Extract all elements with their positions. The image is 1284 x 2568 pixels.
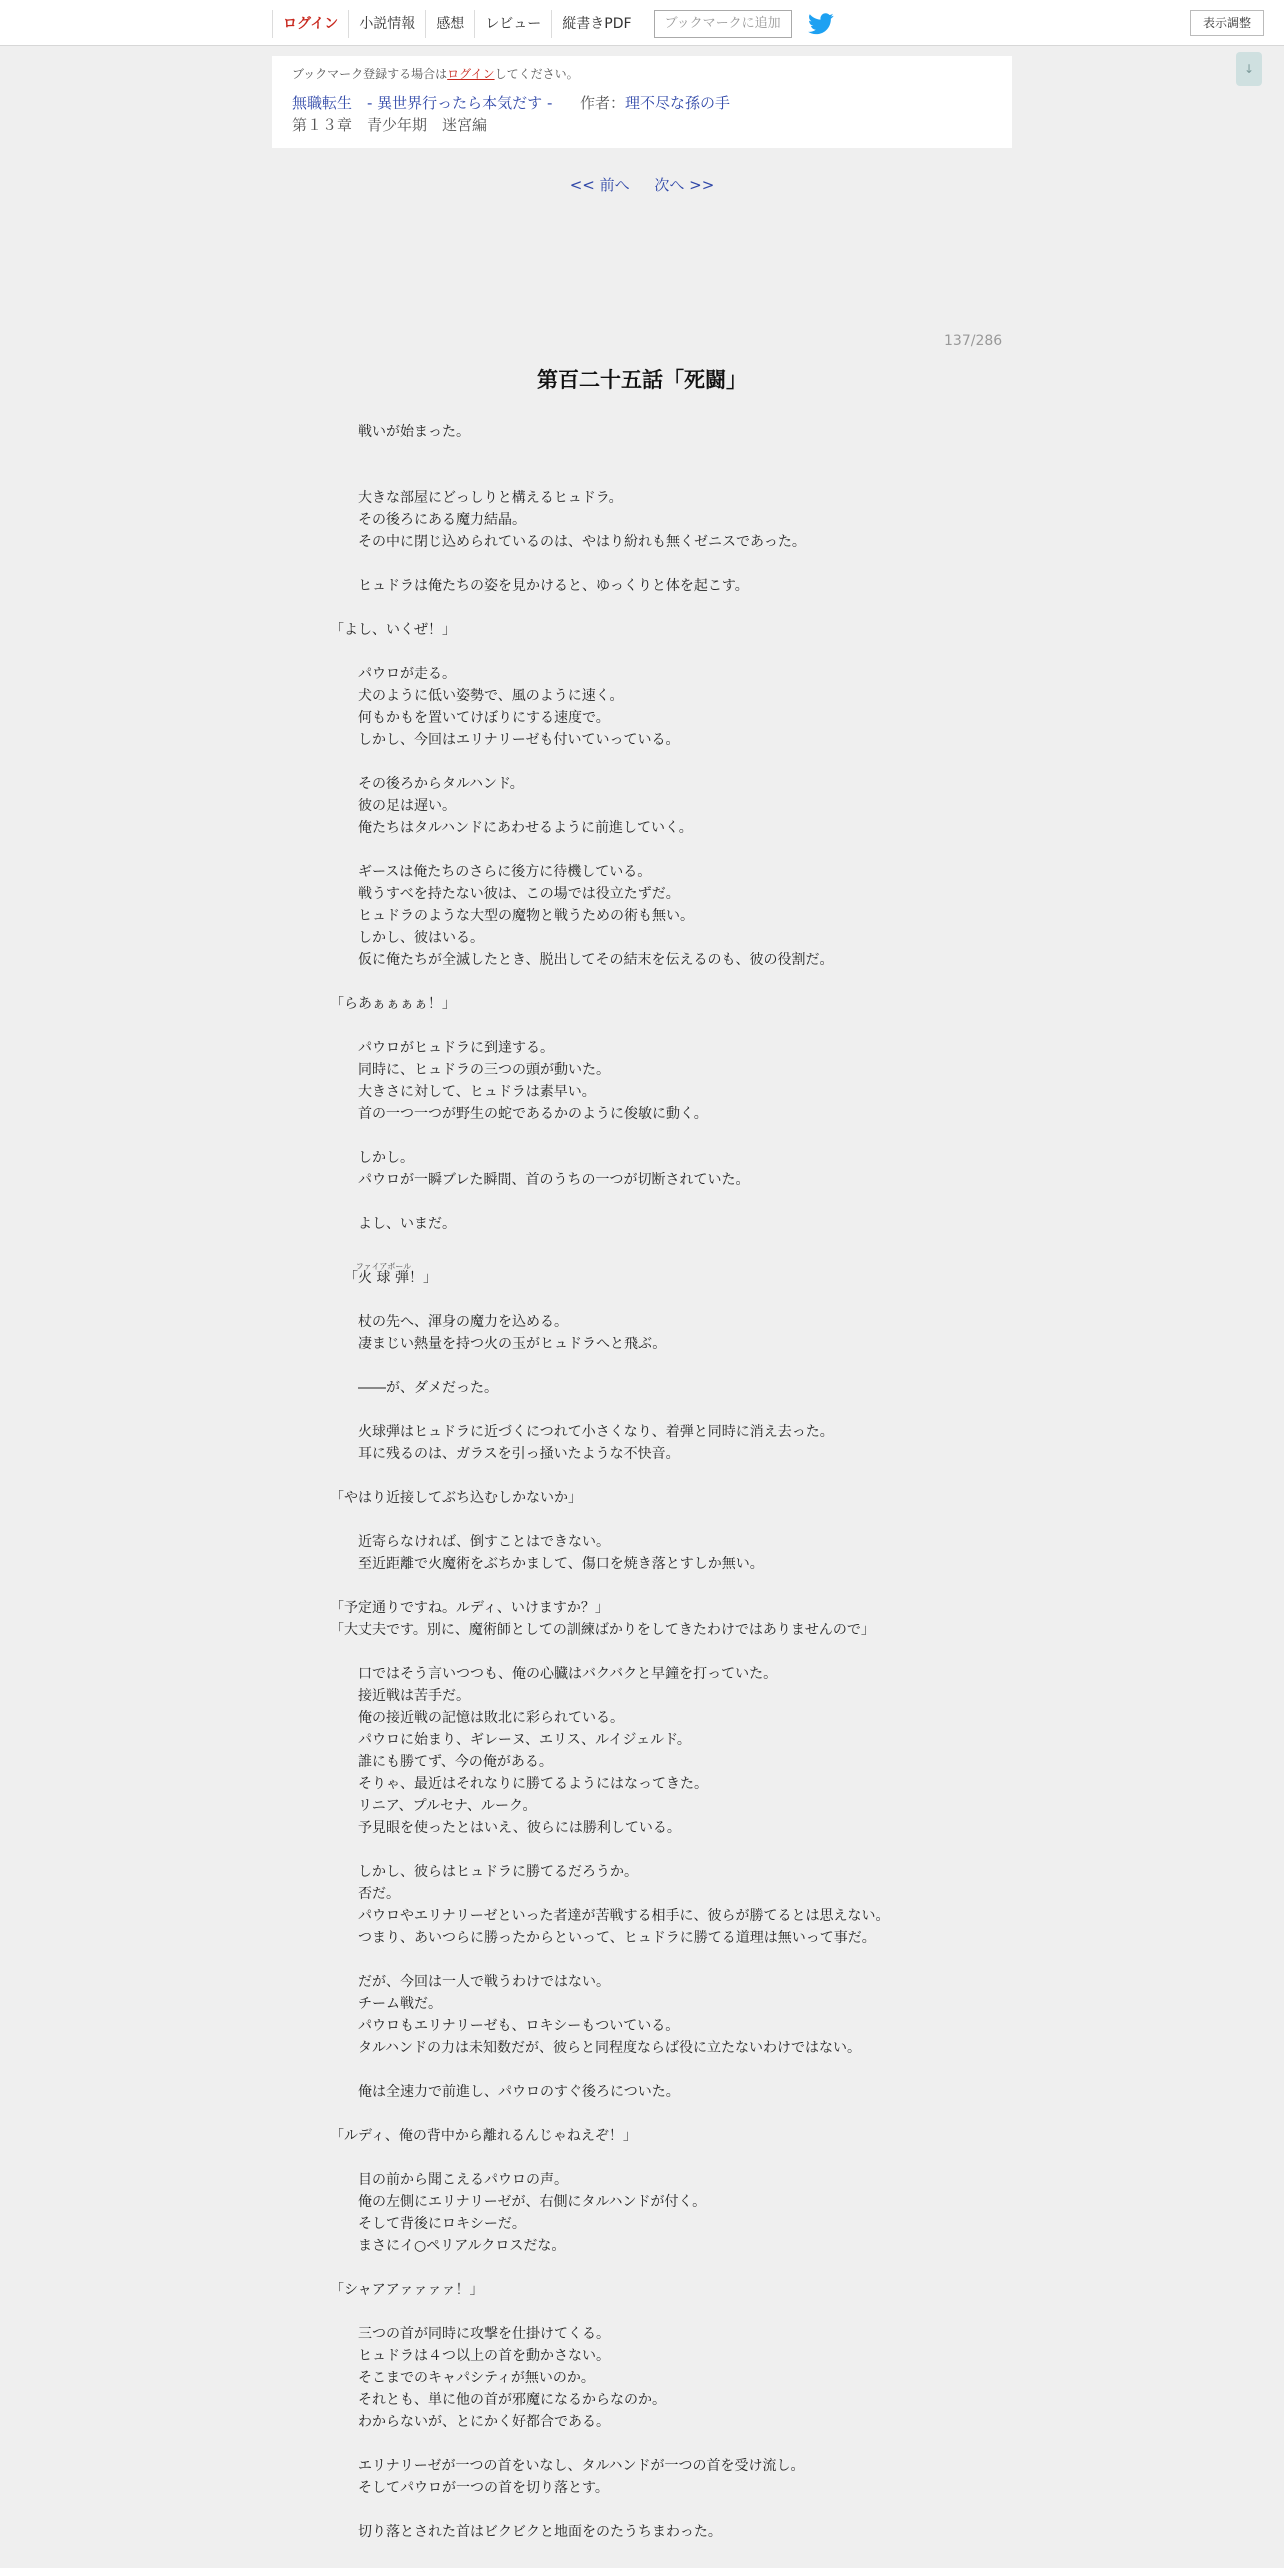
body-line-ruby	[344, 1257, 1044, 1289]
body-line: そりゃ、最近はそれなりに勝てるようにはなってきた。	[344, 1776, 708, 1792]
body-blank-line	[344, 1465, 1044, 1487]
body-blank-line	[344, 641, 1044, 663]
body-line: そして背後にロキシーだ。	[344, 2216, 526, 2232]
body-blank-line	[344, 1289, 1044, 1311]
novel-info-link[interactable]: 小説情報	[348, 10, 425, 38]
body-blank-line	[344, 2301, 1044, 2323]
body-blank-line	[344, 1949, 1044, 1971]
body-line: エリナリーゼが一つの首をいなし、タルハンドが一つの首を受け流し。	[344, 2458, 805, 2474]
body-line: 「やはり近接してぶち込むしかないか」	[330, 1490, 582, 1506]
body-line: 戦うすべを持たない彼は、この場では役立たずだ。	[344, 886, 680, 902]
chapter-title: 第１３章 青少年期 迷宮編	[292, 116, 488, 134]
body-line: 杖の先へ、渾身の魔力を込める。	[344, 1314, 568, 1330]
body-line: パウロやエリナリーゼといった者達が苦戦する相手に、彼らが勝てるとは思えない。	[344, 1908, 890, 1924]
body-line: 切り落とされた首はビクビクと地面をのたうちまわった。	[344, 2524, 722, 2540]
body-line: しかし、彼らはヒュドラに勝てるだろうか。	[344, 1864, 638, 1880]
body-line: チーム戦だ。	[344, 1996, 442, 2012]
top-navigation-bar	[0, 0, 1284, 46]
ruby-open: 「	[344, 1270, 358, 1286]
body-line: パウロもエリナリーゼも、ロキシーもついている。	[344, 2018, 680, 2034]
body-blank-line	[344, 1355, 1044, 1377]
ruby-close: ！」	[408, 1270, 437, 1286]
novel-info-box	[272, 56, 1012, 148]
body-line: わからないが、とにかく好都合である。	[344, 2414, 610, 2430]
body-line: 否だ。	[344, 1886, 400, 1902]
note-text: ブックマーク登録する場合は	[292, 67, 448, 81]
body-line: リニア、プルセナ、ルーク。	[344, 1798, 537, 1814]
next-page-link[interactable]: 次へ >>	[654, 176, 715, 194]
body-line: その後ろからタルハンド。	[344, 776, 524, 792]
author-label: 作者：	[579, 94, 625, 112]
body-line: ギースは俺たちのさらに後方に待機している。	[344, 864, 652, 880]
scroll-down-arrow-icon[interactable]: ↓	[1236, 52, 1262, 86]
bookmark-login-note	[292, 64, 992, 84]
body-line: それとも、単に他の首が邪魔になるからなのか。	[344, 2392, 666, 2408]
body-blank-line	[344, 1641, 1044, 1663]
body-line: しかし、彼はいる。	[344, 930, 484, 946]
body-blank-line	[344, 751, 1044, 773]
body-line: 至近距離で火魔術をぶちかまして、傷口を焼き落とすしか無い。	[344, 1556, 764, 1572]
body-line: パウロが一瞬ブレた瞬間、首のうちの一つが切断されていた。	[344, 1172, 750, 1188]
body-line: 首の一つ一つが野生の蛇であるかのように俊敏に動く。	[344, 1106, 708, 1122]
body-line: 俺の接近戦の記憶は敗北に彩られている。	[344, 1710, 624, 1726]
body-blank-line	[344, 597, 1044, 619]
body-line: 俺たちはタルハンドにあわせるように前進していく。	[344, 820, 693, 836]
body-blank-line	[344, 1125, 1044, 1147]
login-link[interactable]: ログイン	[272, 10, 348, 38]
body-blank-line	[344, 443, 1044, 465]
global-nav	[272, 10, 834, 38]
body-line: パウロに始まり、ギレーヌ、エリス、ルイジェルド。	[344, 1732, 691, 1748]
body-line: 近寄らなければ、倒すことはできない。	[344, 1534, 610, 1550]
author-link[interactable]: 理不尽な孫の手	[624, 94, 730, 112]
body-line: しかし。	[344, 1150, 414, 1166]
body-line: 犬のように低い姿勢で、風のように速く。	[344, 688, 624, 704]
body-line: 予見眼を使ったとはいえ、彼らには勝利している。	[344, 1820, 681, 1836]
body-line: しかし、今回はエリナリーゼも付いていっている。	[344, 732, 680, 748]
body-blank-line	[344, 1575, 1044, 1597]
impressions-link[interactable]: 感想	[425, 10, 474, 38]
body-line: その後ろにある魔力結晶。	[344, 512, 526, 528]
body-line: 目の前から聞こえるパウロの声。	[344, 2172, 568, 2188]
body-line: 何もかもを置いてけぼりにする速度で。	[344, 710, 610, 726]
body-line: 火球弾はヒュドラに近づくにつれて小さくなり、着弾と同時に消え去った。	[344, 1424, 834, 1440]
body-line: つまり、あいつらに勝ったからといって、ヒュドラに勝てる道理は無いって事だ。	[344, 1930, 876, 1946]
body-line: 凄まじい熱量を持つ火の玉がヒュドラへと飛ぶ。	[344, 1336, 667, 1352]
note-text-end: してください。	[494, 67, 579, 81]
body-line: 彼の足は遅い。	[344, 798, 456, 814]
ruby-reading: ファイアボール	[355, 1262, 412, 1271]
body-line: ヒュドラは４つ以上の首を動かさない。	[344, 2348, 610, 2364]
episode-title: 第百二十五話「死闘」	[537, 368, 747, 392]
body-line: そしてパウロが一つの首を切り落とす。	[344, 2480, 609, 2496]
body-line: まさにイ○ペリアルクロスだな。	[344, 2238, 566, 2254]
body-blank-line	[344, 971, 1044, 993]
review-link[interactable]: レビュー	[474, 10, 551, 38]
note-login-link[interactable]: ログイン	[447, 67, 495, 81]
body-blank-line	[344, 1191, 1044, 1213]
body-line: 大きさに対して、ヒュドラは素早い。	[344, 1084, 596, 1100]
body-blank-line	[344, 465, 1044, 487]
body-line: 俺の左側にエリナリーゼが、右側にタルハンドが付く。	[344, 2194, 707, 2210]
body-blank-line	[344, 553, 1044, 575]
body-line: そこまでのキャパシティが無いのか。	[344, 2370, 595, 2386]
body-line: 大きな部屋にどっしりと構えるヒュドラ。	[344, 490, 623, 506]
body-line: その中に閉じ込められているのは、やはり紛れも無くゼニスであった。	[344, 534, 806, 550]
body-blank-line	[344, 2059, 1044, 2081]
body-line: 「予定通りですね。ルディ、いけますか？」	[330, 1600, 609, 1616]
pager	[0, 174, 1284, 195]
body-line: 「大丈夫です。別に、魔術師としての訓練ばかりをしてきたわけではありませんので」	[330, 1622, 875, 1638]
body-line: 耳に残るのは、ガラスを引っ掻いたような不快音。	[344, 1446, 680, 1462]
body-line: 「ルディ、俺の背中から離れるんじゃねえぞ！」	[330, 2128, 637, 2144]
body-line: 俺は全速力で前進し、パウロのすぐ後ろについた。	[344, 2084, 680, 2100]
body-line: パウロがヒュドラに到達する。	[344, 1040, 554, 1056]
prev-page-link[interactable]: << 前へ	[569, 176, 630, 194]
body-blank-line	[344, 1015, 1044, 1037]
body-line: 「らあぁぁぁぁ！」	[330, 996, 456, 1012]
body-line: ヒュドラは俺たちの姿を見かけると、ゆっくりと体を起こす。	[344, 578, 749, 594]
add-bookmark-button[interactable]: ブックマークに追加	[654, 10, 792, 38]
body-blank-line	[344, 2499, 1044, 2521]
novel-body	[330, 421, 1044, 2543]
body-blank-line	[344, 839, 1044, 861]
body-line: 誰にも勝てず、今の俺がある。	[344, 1754, 553, 1770]
body-line: 仮に俺たちが全滅したとき、脱出してその結末を伝えるのも、彼の役割だ。	[344, 952, 834, 968]
body-blank-line	[344, 1399, 1044, 1421]
body-line: 「シャアアァァァァ！」	[330, 2282, 484, 2298]
body-line: 口ではそう言いつつも、俺の心臓はバクバクと早鐘を打っていた。	[344, 1666, 778, 1682]
body-line: ヒュドラのような大型の魔物と戦うための術も無い。	[344, 908, 694, 924]
body-line: 戦いが始まった。	[344, 424, 470, 440]
body-blank-line	[344, 2103, 1044, 2125]
body-blank-line	[344, 2257, 1044, 2279]
display-settings-button[interactable]: 表示調整	[1190, 10, 1264, 36]
body-line: 接近戦は苦手だ。	[344, 1688, 470, 1704]
body-blank-line	[344, 2147, 1044, 2169]
body-line: タルハンドの力は未知数だが、彼らと同程度ならば役に立たないわけではない。	[344, 2040, 862, 2056]
vertical-pdf-link[interactable]: 縦書きPDF	[551, 10, 641, 38]
ruby-fireball	[355, 1262, 412, 1286]
body-line: 「よし、いくぜ！」	[330, 622, 456, 638]
body-line: ――が、ダメだった。	[344, 1380, 498, 1396]
body-line: 同時に、ヒュドラの三つの頭が動いた。	[344, 1062, 610, 1078]
body-blank-line	[344, 1509, 1044, 1531]
page-number: 137/286	[944, 333, 1003, 349]
body-blank-line	[344, 1235, 1044, 1257]
ruby-base: 火球弾	[355, 1270, 412, 1286]
body-line: よし、いまだ。	[344, 1216, 456, 1232]
twitter-bird-icon[interactable]	[808, 13, 834, 35]
body-line: 三つの首が同時に攻撃を仕掛けてくる。	[344, 2326, 610, 2342]
novel-title-link[interactable]: 無職転生 - 異世界行ったら本気だす -	[292, 94, 553, 112]
body-blank-line	[344, 1839, 1044, 1861]
body-line: だが、今回は一人で戦うわけではない。	[344, 1974, 610, 1990]
body-line: パウロが走る。	[344, 666, 456, 682]
body-blank-line	[344, 2433, 1044, 2455]
novel-title-line	[292, 92, 992, 114]
